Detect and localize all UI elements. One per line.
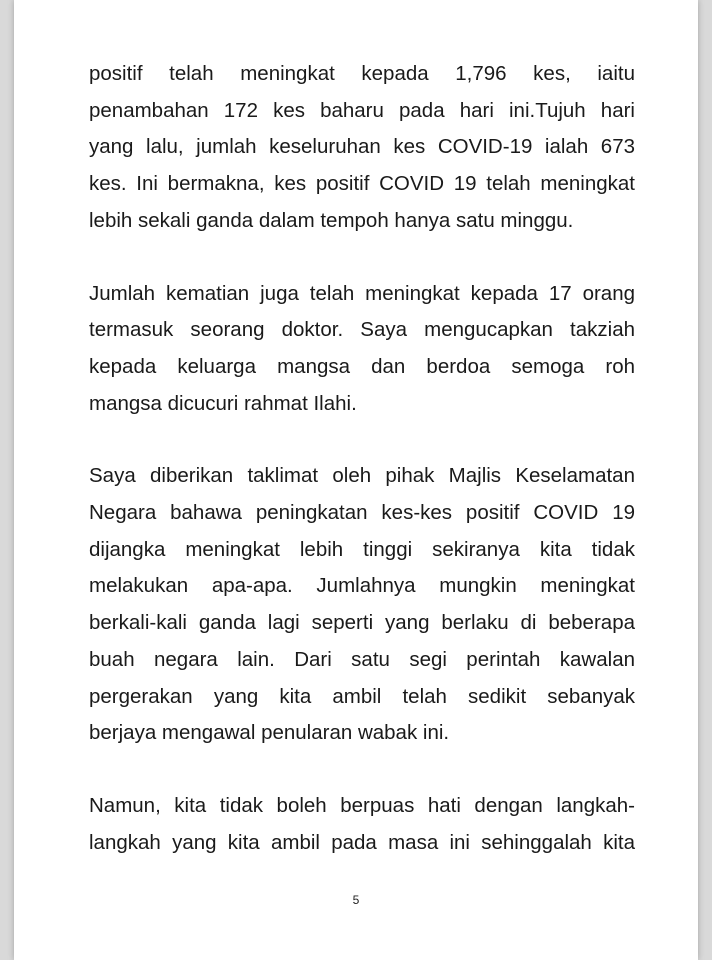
text-line: pergerakan yang kita ambil telah sedikit sebanyak	[89, 684, 635, 708]
text-line: berjaya mengawal penularan wabak ini.	[89, 721, 450, 745]
text-line: yang lalu, jumlah keseluruhan kes COVID-19 ialah 673	[89, 135, 635, 159]
text-line: kepada keluarga mangsa dan berdoa semoga roh	[89, 354, 635, 378]
page-number: 5	[352, 893, 360, 907]
text-line: Saya diberikan taklimat oleh pihak Majlis Keselamatan	[89, 464, 635, 488]
text-line: dijangka meningkat lebih tinggi sekiranya kita tidak	[89, 537, 635, 561]
paragraph-4	[89, 788, 635, 861]
text-line: Namun, kita tidak boleh berpuas hati dengan langkah-	[89, 793, 635, 817]
text-line: langkah yang kita ambil pada masa ini sehinggalah kita	[89, 830, 635, 854]
text-line: positif telah meningkat kepada 1,796 kes, iaitu	[89, 62, 635, 85]
paragraph-2	[89, 276, 635, 423]
document-page	[14, 0, 698, 960]
text-line: buah negara lain. Dari satu segi perintah kawalan	[89, 647, 635, 671]
paragraph-3	[89, 458, 635, 752]
text-line: Negara bahawa peningkatan kes-kes positif COVID 19	[89, 501, 635, 525]
text-line: kes. Ini bermakna, kes positif COVID 19 telah meningkat	[89, 172, 635, 196]
text-line: termasuk seorang doktor. Saya mengucapkan takziah	[89, 318, 635, 342]
text-line: berkali-kali ganda lagi seperti yang berlaku di beberapa	[89, 611, 635, 635]
text-line: penambahan 172 kes baharu pada hari ini.Tujuh hari	[89, 98, 635, 122]
text-line: melakukan apa-apa. Jumlahnya mungkin meningkat	[89, 574, 635, 598]
text-line: Jumlah kematian juga telah meningkat kepada 17 orang	[89, 281, 635, 305]
text-line: mangsa dicucuri rahmat Ilahi.	[89, 391, 357, 415]
paragraph-1	[89, 56, 635, 240]
text-line: lebih sekali ganda dalam tempoh hanya satu minggu.	[89, 208, 574, 232]
document-body	[89, 56, 635, 897]
